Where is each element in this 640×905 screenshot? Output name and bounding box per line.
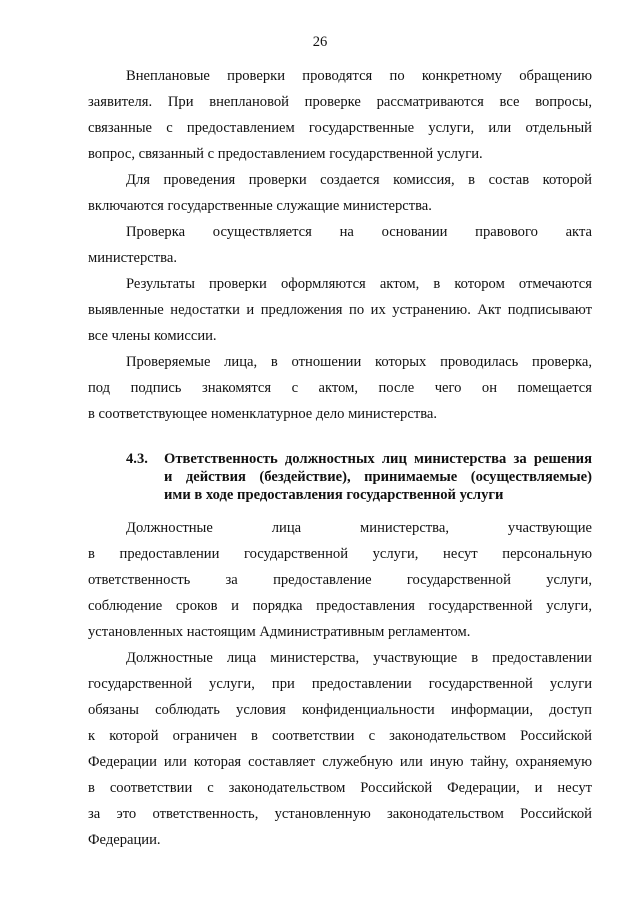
- text-line: в соответствии с законодательством Российской Федерации, и несут: [88, 780, 592, 796]
- section-number: 4.3.: [126, 451, 148, 467]
- text-line: включаются государственные служащие министерства.: [88, 198, 432, 214]
- text-line: вопрос, связанный с предоставлением государственной услуги.: [88, 146, 483, 162]
- text-line: Внеплановые проверки проводятся по конкретному обращению: [126, 68, 592, 84]
- text-line: Результаты проверки оформляются актом, в котором отмечаются: [126, 276, 592, 292]
- text-line: установленных настоящим Административным регламентом.: [88, 624, 471, 640]
- text-line: в предоставлении государственной услуги, несут персональную: [88, 546, 592, 562]
- text-line: выявленные недостатки и предложения по их устранению. Акт подписывают: [88, 302, 592, 318]
- text-line: все члены комиссии.: [88, 328, 217, 344]
- text-line: Федерации или которая составляет служебную или иную тайну, охраняемую: [88, 754, 592, 770]
- section-heading-line: и действия (бездействие), принимаемые (осуществляемые): [164, 469, 592, 485]
- text-line: Для проведения проверки создается комиссия, в состав которой: [126, 172, 592, 188]
- text-line: Проверка осуществляется на основании правового акта: [126, 224, 592, 240]
- page-number: 26: [312, 34, 328, 50]
- text-line: Должностные лица министерства, участвующие: [126, 520, 592, 536]
- text-line: связанные с предоставлением государственные услуги, или отдельный: [88, 120, 592, 136]
- text-line: обязаны соблюдать условия конфиденциальности информации, доступ: [88, 702, 592, 718]
- text-line: министерства.: [88, 250, 177, 266]
- text-line: за это ответственность, установленную законодательством Российской: [88, 806, 592, 822]
- text-line: под подпись знакомятся с актом, после чего он помещается: [88, 380, 592, 396]
- text-line: Должностные лица министерства, участвующие в предоставлении: [126, 650, 592, 666]
- text-line: соблюдение сроков и порядка предоставления государственной услуги,: [88, 598, 592, 614]
- section-heading-line: Ответственность должностных лиц министерства за решения: [164, 451, 592, 467]
- text-line: Проверяемые лица, в отношении которых проводилась проверка,: [126, 354, 592, 370]
- text-line: заявителя. При внеплановой проверке рассматриваются все вопросы,: [88, 94, 592, 110]
- text-line: ответственность за предоставление государственной услуги,: [88, 572, 592, 588]
- text-line: в соответствующее номенклатурное дело министерства.: [88, 406, 438, 422]
- text-line: к которой ограничен в соответствии с законодательством Российской: [88, 728, 592, 744]
- section-heading-line: ими в ходе предоставления государственной услуги: [164, 487, 504, 503]
- text-line: Федерации.: [88, 832, 161, 848]
- text-line: государственной услуги, при предоставлении государственной услуги: [88, 676, 592, 692]
